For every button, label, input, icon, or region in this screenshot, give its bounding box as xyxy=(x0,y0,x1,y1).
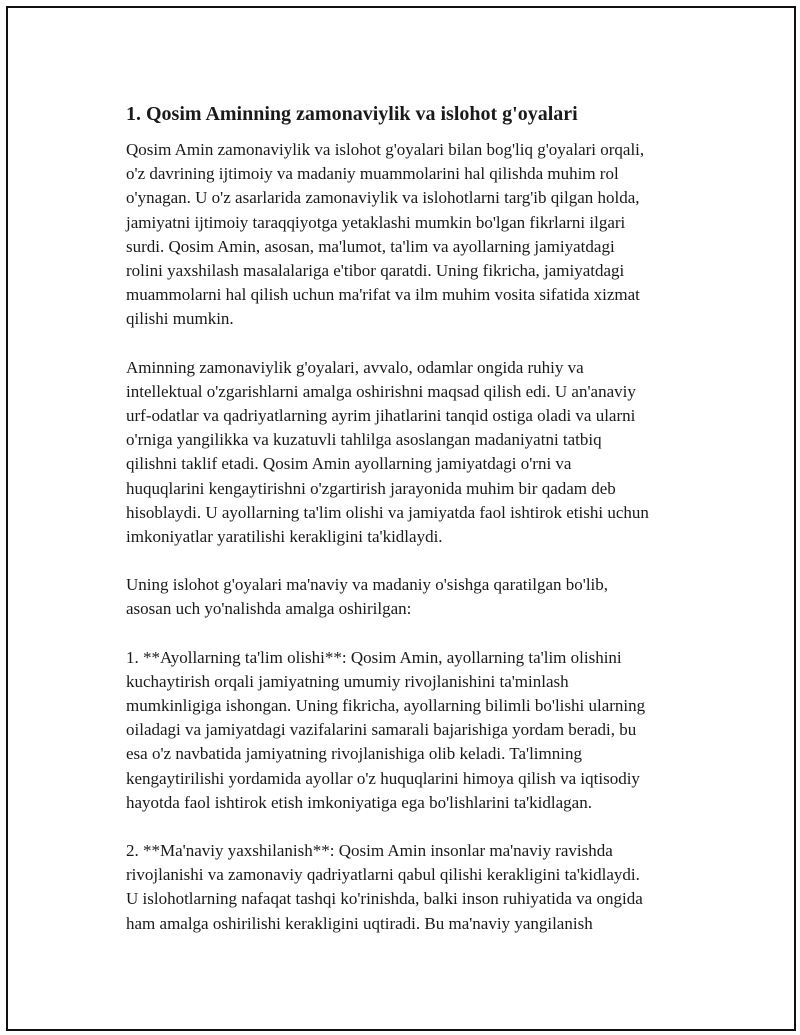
list-item-spiritual-improvement: 2. **Ma'naviy yaxshilanish**: Qosim Amin insonlar ma'naviy ravishda rivojlanishi va zamonaviy qadriyatlarni qabul qilishi kerakligini ta'kidlaydi. U islohotlarning nafaqat tashqi ko'rinishda, balki inson ruhiyatida va ongida ham amalga oshirilishi kerakligini uqtiradi. Bu ma'naviy yangilanish xyxy=(126,841,643,933)
document-title: 1. Qosim Aminning zamonaviylik va islohot g'oyalari xyxy=(126,103,578,125)
list-item-womens-education: 1. **Ayollarning ta'lim olishi**: Qosim Amin, ayollarning ta'lim olishini kuchaytirish orqali jamiyatning umumiy rivojlanishini ta'minlash mumkinligiga ishongan. Uning fikricha, ayollarning bilimli bo'lishi ularning oiladagi va jamiyatdagi vazifalarini samarali bajarishiga yordam beradi, bu esa o'z navbatida jamiyatning rivojlanishiga olib keladi. Ta'limning kengaytirilishi yordamida ayollar o'z huquqlarini himoya qilish va iqtisodiy hayotda faol ishtirok etish imkoniyatiga ega bo'lishlarini ta'kidlagan. xyxy=(126,647,646,812)
paragraph-intro: Qosim Amin zamonaviylik va islohot g'oyalari bilan bog'liq g'oyalari orqali, o'z davrining ijtimoiy va madaniy muammolarini hal qilishda muhim rol o'ynagan. U o'z asarlarida zamonaviylik va islohotlarni targ'ib qilgan holda, jamiyatni ijtimoiy taraqqiyotga yetaklashi mumkin bo'lgan fikrlarni ilgari surdi. Qosim Amin, asosan, ma'lumot, ta'lim va ayollarning jamiyatdagi rolini yaxshilash masalalariga e'tibor qaratdi. Uning fikricha, jamiyatdagi muammolarni hal qilish uchun ma'rifat va ilm muhim vosita sifatida xizmat qilishi mumkin. xyxy=(126,140,645,329)
document-body xyxy=(126,100,696,960)
paragraph-modernity-ideas: Aminning zamonaviylik g'oyalari, avvalo, odamlar ongida ruhiy va intellektual o'zgarishlarni amalga oshirishni maqsad qilish edi. U an'anaviy urf-odatlar va qadriyatlarning ayrim jihatlarini tanqid ostiga oladi va ularni o'rniga yangilikka va kuzatuvli tahlilga asoslangan madaniyatni tatbiq qilishni taklif etadi. Qosim Amin ayollarning jamiyatdagi o'rni va huquqlarini kengaytirishni o'zgartirish jarayonida muhim bir qadam deb hisoblaydi. U ayollarning ta'lim olishi va jamiyatda faol ishtirok etishi uchun imkoniyatlar yaratilishi kerakligini ta'kidlaydi. xyxy=(126,357,649,547)
page-frame xyxy=(6,6,796,1031)
paragraph-reform-directions: Uning islohot g'oyalari ma'naviy va madaniy o'sishga qaratilgan bo'lib, asosan uch yo'nalishda amalga oshirilgan: xyxy=(126,575,609,619)
